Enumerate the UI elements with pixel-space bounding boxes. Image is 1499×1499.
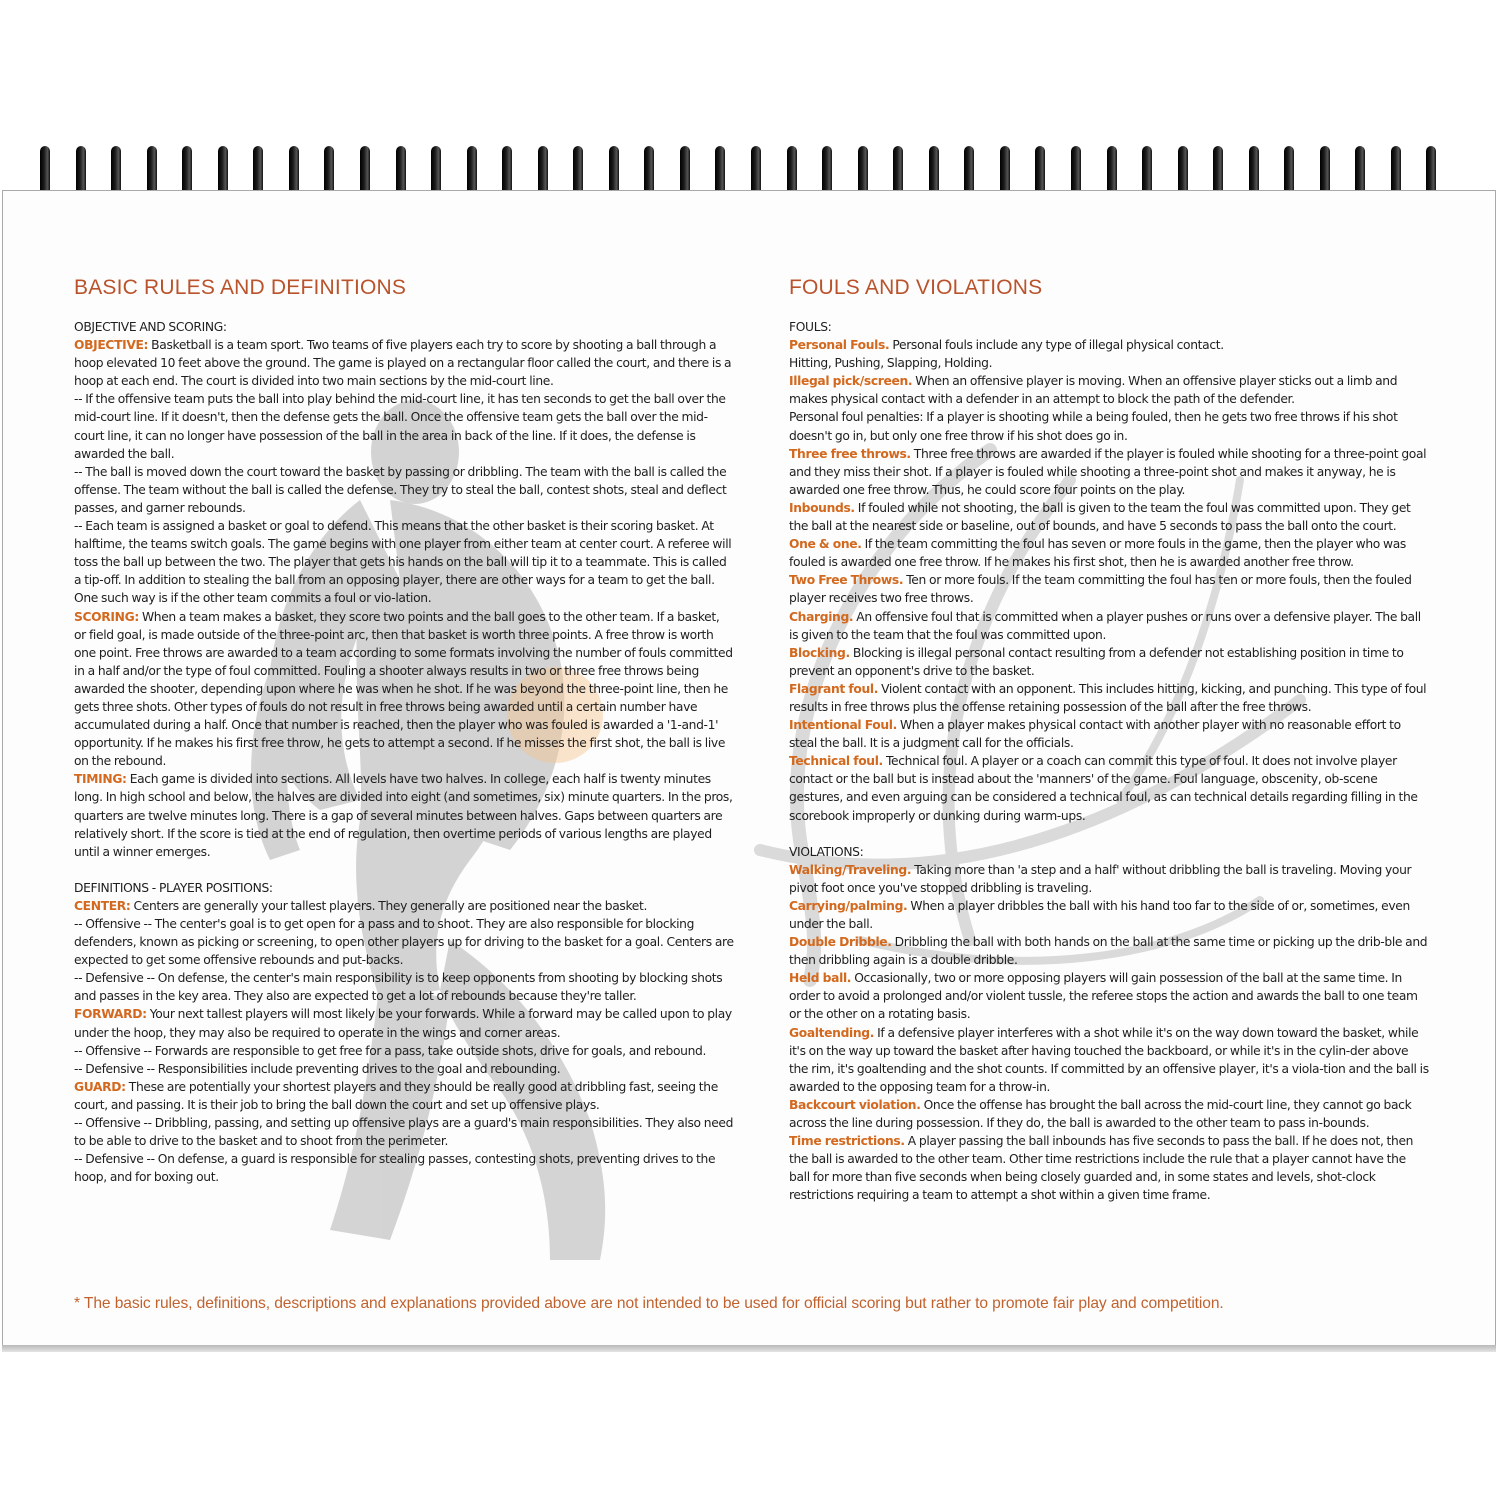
definition-text: Three free throws are awarded if the player is fouled while shooting for a three-point goal and they miss their shot. If a player is fouled while shooting a three-point shot and makes it anyway, he is awarded one free throw. Thus, he could score four points on the play. <box>789 446 1427 497</box>
definition-entry <box>789 897 1429 933</box>
definition-term: Inbounds. <box>789 500 855 515</box>
definition-entry <box>74 897 734 915</box>
definition-text: An offensive foul that is committed when a player pushes or runs over a defensive player. The ball is given to the team that the foul was committed upon. <box>789 609 1421 642</box>
definition-entry <box>789 716 1429 752</box>
definition-text: Personal foul penalties: If a player is shooting while a being fouled, then he gets two free throws if his shot doesn't go in, but only one free throw if his shot does go in. <box>789 410 1398 443</box>
definition-text: These are potentially your shortest players and they should be really good at dribbling fast, seeing the court, and passing. It is their job to bring the ball down the court and set up offensive plays. <box>74 1079 718 1112</box>
definition-term: TIMING: <box>74 772 127 787</box>
definition-term: Backcourt violation. <box>789 1097 921 1112</box>
section-heading: OBJECTIVE AND SCORING: <box>74 320 227 334</box>
definition-text: When a team makes a basket, they score two points and the ball goes to the other team. If a basket, or field goal, is made outside of the three-point arc, then that basket is worth three points. A free throw is worth one point. Free throws are awarded to a team according to some formats involving the number of fouls committed in a half and/or the type of foul committed. Fouling a shooter always results in two or three free throws being awarded the shooter, depending upon where he was when he shot. If he was beyond the three-point line, then he gets three shots. Other types of fouls do not result in free throws being awarded until a certain number have accumulated during a half. Once that number is reached, then the player who was fouled is awarded a '1-and-1' opportunity. If he makes his first free throw, he gets to attempt a second. If he misses the first shot, the ball is live on the rebound. <box>74 609 733 769</box>
definition-text: -- Offensive -- Forwards are responsible to get free for a pass, take outside shots, drive for goals, and rebound. <box>74 1043 707 1058</box>
definition-text: When a player dribbles the ball with his hand too far to the side of or, sometimes, even under the ball. <box>789 898 1410 931</box>
paragraph <box>74 390 734 462</box>
definition-text: Taking more than 'a step and a half' without dribbling the ball is traveling. Moving your pivot foot once you've stopped dribbling is traveling. <box>789 862 1412 895</box>
definition-entry <box>789 1096 1429 1132</box>
definition-term: Double Dribble. <box>789 935 892 950</box>
section-heading: FOULS: <box>789 320 832 334</box>
basic-rules-column <box>74 276 734 1186</box>
definition-term: SCORING: <box>74 609 139 624</box>
definition-term: Carrying/palming. <box>789 898 908 913</box>
definition-entry <box>789 861 1429 897</box>
definition-text: -- Defensive -- On defense, the center's main responsibility is to keep opponents from shooting by blocking shots and passes in the key area. They also are expected to get a lot of rebounds because they're taller. <box>74 971 723 1004</box>
definition-entry <box>74 770 734 860</box>
definition-entry <box>789 499 1429 535</box>
definition-text: -- Offensive -- The center's goal is to get open for a pass and to shoot. They are also responsible for blocking defenders, known as picking or screening, to open other players up for driving to the basket for a goal. Centers are expected to get some offensive rebounds and put-backs. <box>74 917 734 968</box>
definition-text: -- The ball is moved down the court toward the basket by passing or dribbling. The team with the ball is called the offense. The team without the ball is called the defense. They try to steal the ball, contest shots, steal and deflect passes, and garner rebounds. <box>74 464 727 515</box>
fouls-violations-body <box>789 318 1429 1205</box>
definition-term: CENTER: <box>74 898 131 913</box>
definition-term: Goaltending. <box>789 1025 875 1040</box>
definition-text: Basketball is a team sport. Two teams of five players each try to score by shooting a ball through a hoop elevated 10 feet above the ground. The game is played on a rectangular floor called the court, and there is a hoop at each end. The court is divided into two main sections by the mid-court line. <box>74 338 732 389</box>
definition-term: Technical foul. <box>789 754 883 769</box>
definition-text: -- Each team is assigned a basket or goal to defend. This means that the other basket is their scoring basket. At halftime, the teams switch goals. The game begins with one player from either team at center court. A referee will toss the ball up between the two. The player that gets his hands on the ball will tip it to a teammate. This is called a tip-off. In addition to stealing the ball from an opposing player, there are other ways for a team to get the ball. One such way is if the other team commits a foul or vio-lation. <box>74 519 732 606</box>
paragraph <box>74 1150 734 1186</box>
definition-term: Walking/Traveling. <box>789 862 912 877</box>
definition-entry <box>789 1024 1429 1096</box>
definition-entry <box>789 680 1429 716</box>
definition-term: Three free throws. <box>789 446 911 461</box>
definition-text: Personal fouls include any type of illegal physical contact. <box>889 338 1224 353</box>
definition-text: Your next tallest players will most likely be your forwards. While a forward may be called upon to play under the hoop, they may also be required to operate in the wings and corner areas. <box>74 1007 732 1040</box>
definition-term: GUARD: <box>74 1079 126 1094</box>
definition-text: When a player makes physical contact with another player with no reasonable effort to steal the ball. It is a judgment call for the officials. <box>789 718 1401 751</box>
definition-text: Dribbling the ball with both hands on the ball at the same time or picking up the drib-ble and then dribbling again is a double dribble. <box>789 935 1428 968</box>
definition-text: -- Defensive -- Responsibilities include preventing drives to the goal and rebounding. <box>74 1061 561 1076</box>
definition-text: If fouled while not shooting, the ball is given to the team the foul was committed upon. They get the ball at the nearest side or baseline, out of bounds, and have 5 seconds to pass the ball onto the court. <box>789 500 1411 534</box>
definition-text: Occasionally, two or more opposing players will gain possession of the ball at the same time. In order to avoid a prolonged and/or violent tussle, the referee stops the action and awards the ball to one team or the other on a rotating basis. <box>789 971 1418 1022</box>
definition-text: Ten or more fouls. If the team committing the foul has ten or more fouls, then the fouled player receives two free throws. <box>789 573 1412 606</box>
definition-term: Time restrictions. <box>789 1134 905 1149</box>
definition-term: FORWARD: <box>74 1007 147 1022</box>
definition-entry <box>74 336 734 390</box>
definition-term: One & one. <box>789 537 862 552</box>
definition-entry <box>789 752 1429 824</box>
definition-text: Hitting, Pushing, Slapping, Holding. <box>789 356 993 371</box>
definition-term: Flagrant foul. <box>789 681 879 696</box>
definition-text: Violent contact with an opponent. This includes hitting, kicking, and punching. This type of foul results in free throws plus the offense retaining possession of the ball after the free throws. <box>789 681 1427 714</box>
definition-entry <box>74 1078 734 1114</box>
definition-text: Centers are generally your tallest players. They generally are positioned near the basket. <box>130 898 648 913</box>
definition-text: Each game is divided into sections. All levels have two halves. In college, each half is twenty minutes long. In high school and below, the halves are divided into eight (and sometimes, six) minute quarters. In the pros, quarters are twelve minutes long. There is a gap of several minutes between halves. Gaps between quarters are relatively short. If the score is tied at the end of regulation, then overtime periods of various lengths are played until a winner emerges. <box>74 772 733 859</box>
definition-entry <box>789 608 1429 644</box>
paragraph <box>74 969 734 1005</box>
paragraph <box>74 517 734 607</box>
fouls-violations-column <box>789 276 1429 1205</box>
paragraph <box>789 354 1429 372</box>
section-heading: VIOLATIONS: <box>789 844 864 859</box>
definition-entry <box>789 445 1429 499</box>
definition-entry <box>74 1005 734 1041</box>
section-heading: DEFINITIONS - PLAYER POSITIONS: <box>74 880 273 895</box>
definition-text: When an offensive player is moving. When an offensive player sticks out a limb and makes physical contact with a defender in an attempt to block the path of the defender. <box>789 374 1398 407</box>
fouls-violations-title: FOULS AND VIOLATIONS <box>789 276 1043 299</box>
definition-term: Two Free Throws. <box>789 573 904 588</box>
definition-text: A player passing the ball inbounds has five seconds to pass the ball. If he does not, then the ball is awarded to the other team. Other time restrictions include the rule that a player cannot have the ball for more than five seconds when being closely guarded and, in some states and levels, shot-clock restrictions requiring a team to attempt a shot within a given time frame. <box>789 1134 1414 1203</box>
definition-text: -- Offensive -- Dribbling, passing, and setting up offensive plays are a guard's main responsibilities. They also need to be able to drive to the basket and to shoot from the perimeter. <box>74 1116 734 1149</box>
basic-rules-body <box>74 318 734 1186</box>
definition-term: Personal Fouls. <box>789 338 890 353</box>
definition-entry <box>789 571 1429 607</box>
definition-text: -- Defensive -- On defense, a guard is responsible for stealing passes, contesting shots, preventing drives to the hoop, and for boxing out. <box>74 1152 716 1185</box>
paragraph <box>74 1042 734 1060</box>
definition-term: OBJECTIVE: <box>74 338 149 353</box>
definition-entry <box>789 372 1429 408</box>
definition-entry <box>789 1132 1429 1204</box>
definition-text: If the team committing the foul has seven or more fouls in the game, then the player who was fouled is awarded one free throw. If he makes his first shot, then he is awarded another free throw. <box>789 537 1406 570</box>
definition-entry <box>789 336 1429 354</box>
page-edge-shadow <box>2 1345 1496 1352</box>
definition-term: Blocking. <box>789 645 850 660</box>
section-spacer <box>74 861 734 879</box>
definition-term: Charging. <box>789 609 854 624</box>
definition-term: Intentional Foul. <box>789 718 897 733</box>
definition-text: Once the offense has brought the ball across the mid-court line, they cannot go back across the line during possession. If they do, the ball is awarded to the other team to pass in-bounds. <box>789 1097 1412 1131</box>
section-spacer <box>789 825 1429 843</box>
paragraph <box>74 1060 734 1078</box>
paragraph <box>74 463 734 517</box>
definition-entry <box>789 933 1429 969</box>
disclaimer-footnote: * The basic rules, definitions, descriptions and explanations provided above are not intended to be used for official scoring but rather to promote fair play and competition. <box>74 1295 1224 1312</box>
definition-entry <box>74 608 734 771</box>
definition-entry <box>789 969 1429 1023</box>
definition-text: Technical foul. A player or a coach can commit this type of foul. It does not involve player contact or the ball but is instead about the 'manners' of the game. Foul language, obscenity, ob-scene gestures, and even arguing can be considered a technical foul, as can technical details regarding filling in the scorebook improperly or dunking during warm-ups. <box>789 754 1418 823</box>
paragraph <box>74 915 734 969</box>
definition-term: Illegal pick/screen. <box>789 374 913 389</box>
definition-text: -- If the offensive team puts the ball into play behind the mid-court line, it has ten seconds to get the ball over the mid-court line. If it doesn't, then the defense gets the ball. Once the offensive team gets the ball over the mid-court line, it can no longer have possession of the ball in the area in back of the line. If it does, the defense is awarded the ball. <box>74 392 726 461</box>
paragraph <box>74 1114 734 1150</box>
definition-entry <box>789 535 1429 571</box>
definition-text: If a defensive player interferes with a shot while it's on the way down toward the basket, while it's on the way up toward the basket after having touched the backboard, or while it's in the cylin-der above the rim, it's goaltending and the shot counts. If committed by an offensive player, it's a viola-tion and the ball is awarded to the opposing team for a throw-in. <box>789 1025 1429 1094</box>
definition-text: Blocking is illegal personal contact resulting from a defender not establishing position in time to prevent an opponent's drive to the basket. <box>789 645 1404 678</box>
definition-entry <box>789 644 1429 680</box>
paragraph <box>789 408 1429 444</box>
definition-term: Held ball. <box>789 971 852 986</box>
basic-rules-title: BASIC RULES AND DEFINITIONS <box>74 276 407 299</box>
